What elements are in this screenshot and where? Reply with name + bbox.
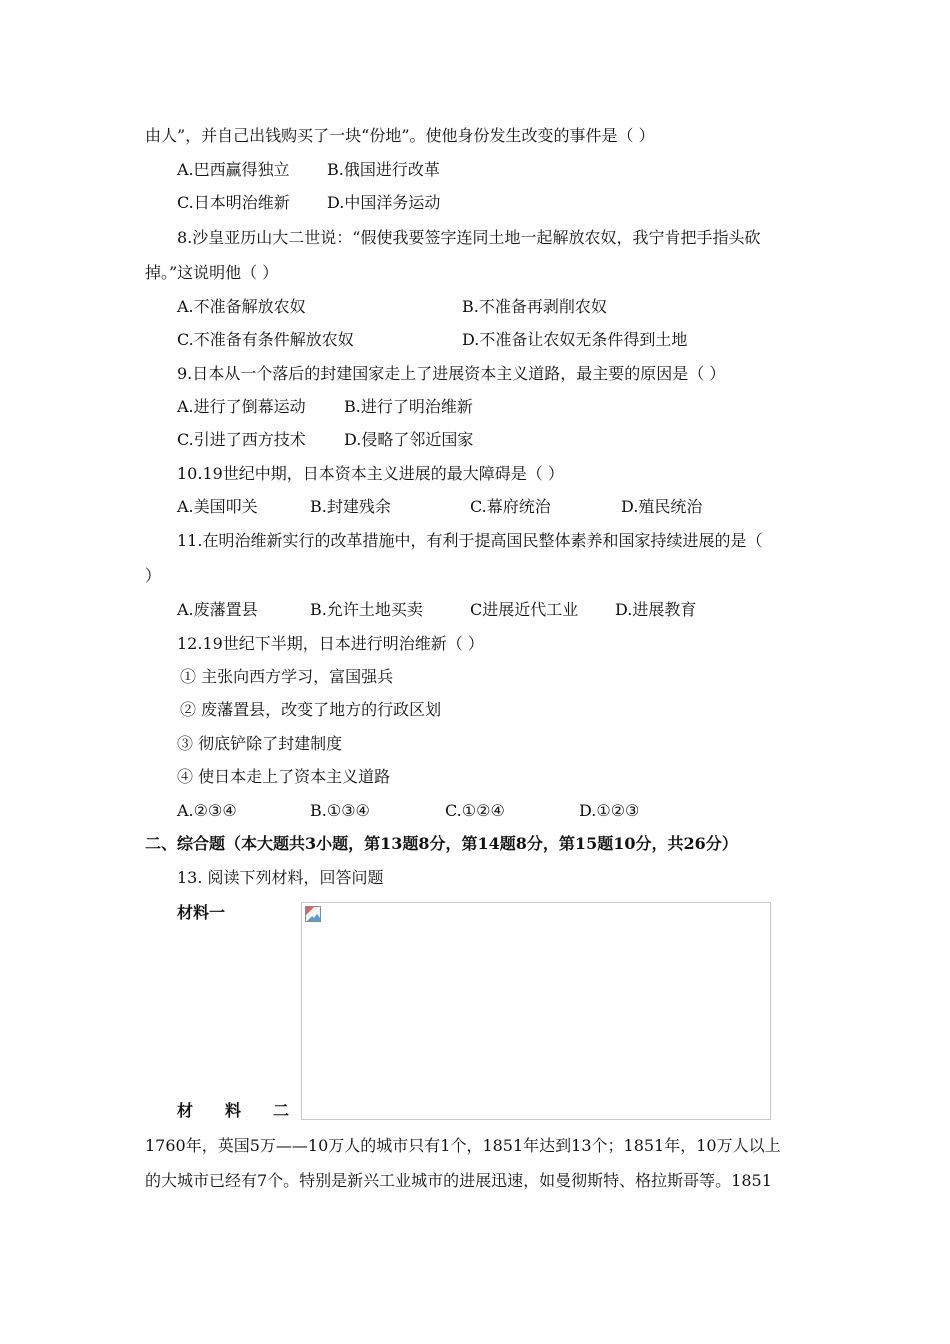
q11-option-a: A.废藩置县 xyxy=(177,600,258,619)
q8-stem-line1: 8.沙皇亚历山大二世说：“假使我要签字连同土地一起解放农奴，我宁肯把手指头砍 xyxy=(177,228,761,247)
q10-option-b: B.封建残余 xyxy=(310,497,391,516)
material2-text-line2: 的大城市已经有7个。特别是新兴工业城市的进展迅速，如曼彻斯特、格拉斯哥等。1851 xyxy=(145,1171,772,1190)
q11-stem-line2: ） xyxy=(145,566,162,585)
q8-stem-line2: 掉。”这说明他（ ） xyxy=(145,263,279,282)
q9-option-a: A.进行了倒幕运动 xyxy=(177,397,306,416)
q10-stem: 10.19世纪中期，日本资本主义进展的最大障碍是（ ） xyxy=(177,464,564,483)
q12-option-d: D.①②③ xyxy=(579,801,640,820)
q12-statement-3: ③ 彻底铲除了封建制度 xyxy=(177,734,343,753)
material1-image-frame xyxy=(301,902,771,1120)
q11-stem-line1: 11.在明治维新实行的改革措施中，有利于提高国民整体素养和国家持续进展的是（ xyxy=(177,531,763,550)
q10-option-d: D.殖民统治 xyxy=(621,497,703,516)
q7-option-d: D.中国洋务运动 xyxy=(327,193,441,212)
q12-stem: 12.19世纪下半期，日本进行明治维新（ ） xyxy=(177,634,484,653)
q9-option-d: D.侵略了邻近国家 xyxy=(344,430,474,449)
q8-option-c: C.不准备有条件解放农奴 xyxy=(177,330,354,349)
q12-option-b: B.①③④ xyxy=(310,801,370,820)
q9-option-b: B.进行了明治维新 xyxy=(344,397,473,416)
section2-heading: 二、综合题（本大题共3小题，第13题8分，第14题8分，第15题10分，共26分） xyxy=(145,834,738,853)
q12-option-a: A.②③④ xyxy=(177,801,237,820)
q11-option-b: B.允许土地买卖 xyxy=(310,600,423,619)
q9-option-c: C.引进了西方技术 xyxy=(177,430,306,449)
q7-stem: 由人”，并自己出钱购买了一块“份地”。使他身份发生改变的事件是（ ） xyxy=(145,126,655,145)
q8-option-b: B.不准备再剥削农奴 xyxy=(462,297,607,316)
q7-option-b: B.俄国进行改革 xyxy=(327,160,440,179)
q11-option-d: D.进展教育 xyxy=(615,600,697,619)
q12-statement-1: ① 主张向西方学习，富国强兵 xyxy=(180,667,394,686)
q10-option-a: A.美国叩关 xyxy=(177,497,258,516)
q10-option-c: C.幕府统治 xyxy=(470,497,551,516)
q8-option-d: D.不准备让农奴无条件得到土地 xyxy=(462,330,688,349)
q7-option-a: A.巴西赢得独立 xyxy=(177,160,290,179)
material2-label: 材 料 二 xyxy=(177,1101,290,1120)
material1-label: 材料一 xyxy=(177,903,226,922)
broken-image-icon xyxy=(305,906,321,922)
q8-option-a: A.不准备解放农奴 xyxy=(177,297,306,316)
q13-stem: 13. 阅读下列材料，回答问题 xyxy=(177,868,384,887)
q12-statement-4: ④ 使日本走上了资本主义道路 xyxy=(177,767,391,786)
q9-stem: 9.日本从一个落后的封建国家走上了进展资本主义道路，最主要的原因是（ ） xyxy=(177,364,726,383)
q7-option-c: C.日本明治维新 xyxy=(177,193,290,212)
q12-statement-2: ② 废藩置县，改变了地方的行政区划 xyxy=(180,700,442,719)
q11-option-c: C进展近代工业 xyxy=(470,600,579,619)
material2-text-line1: 1760年，英国5万——10万人的城市只有1个，1851年达到13个；1851年，10万人以上 xyxy=(145,1136,781,1155)
q12-option-c: C.①②④ xyxy=(445,801,505,820)
